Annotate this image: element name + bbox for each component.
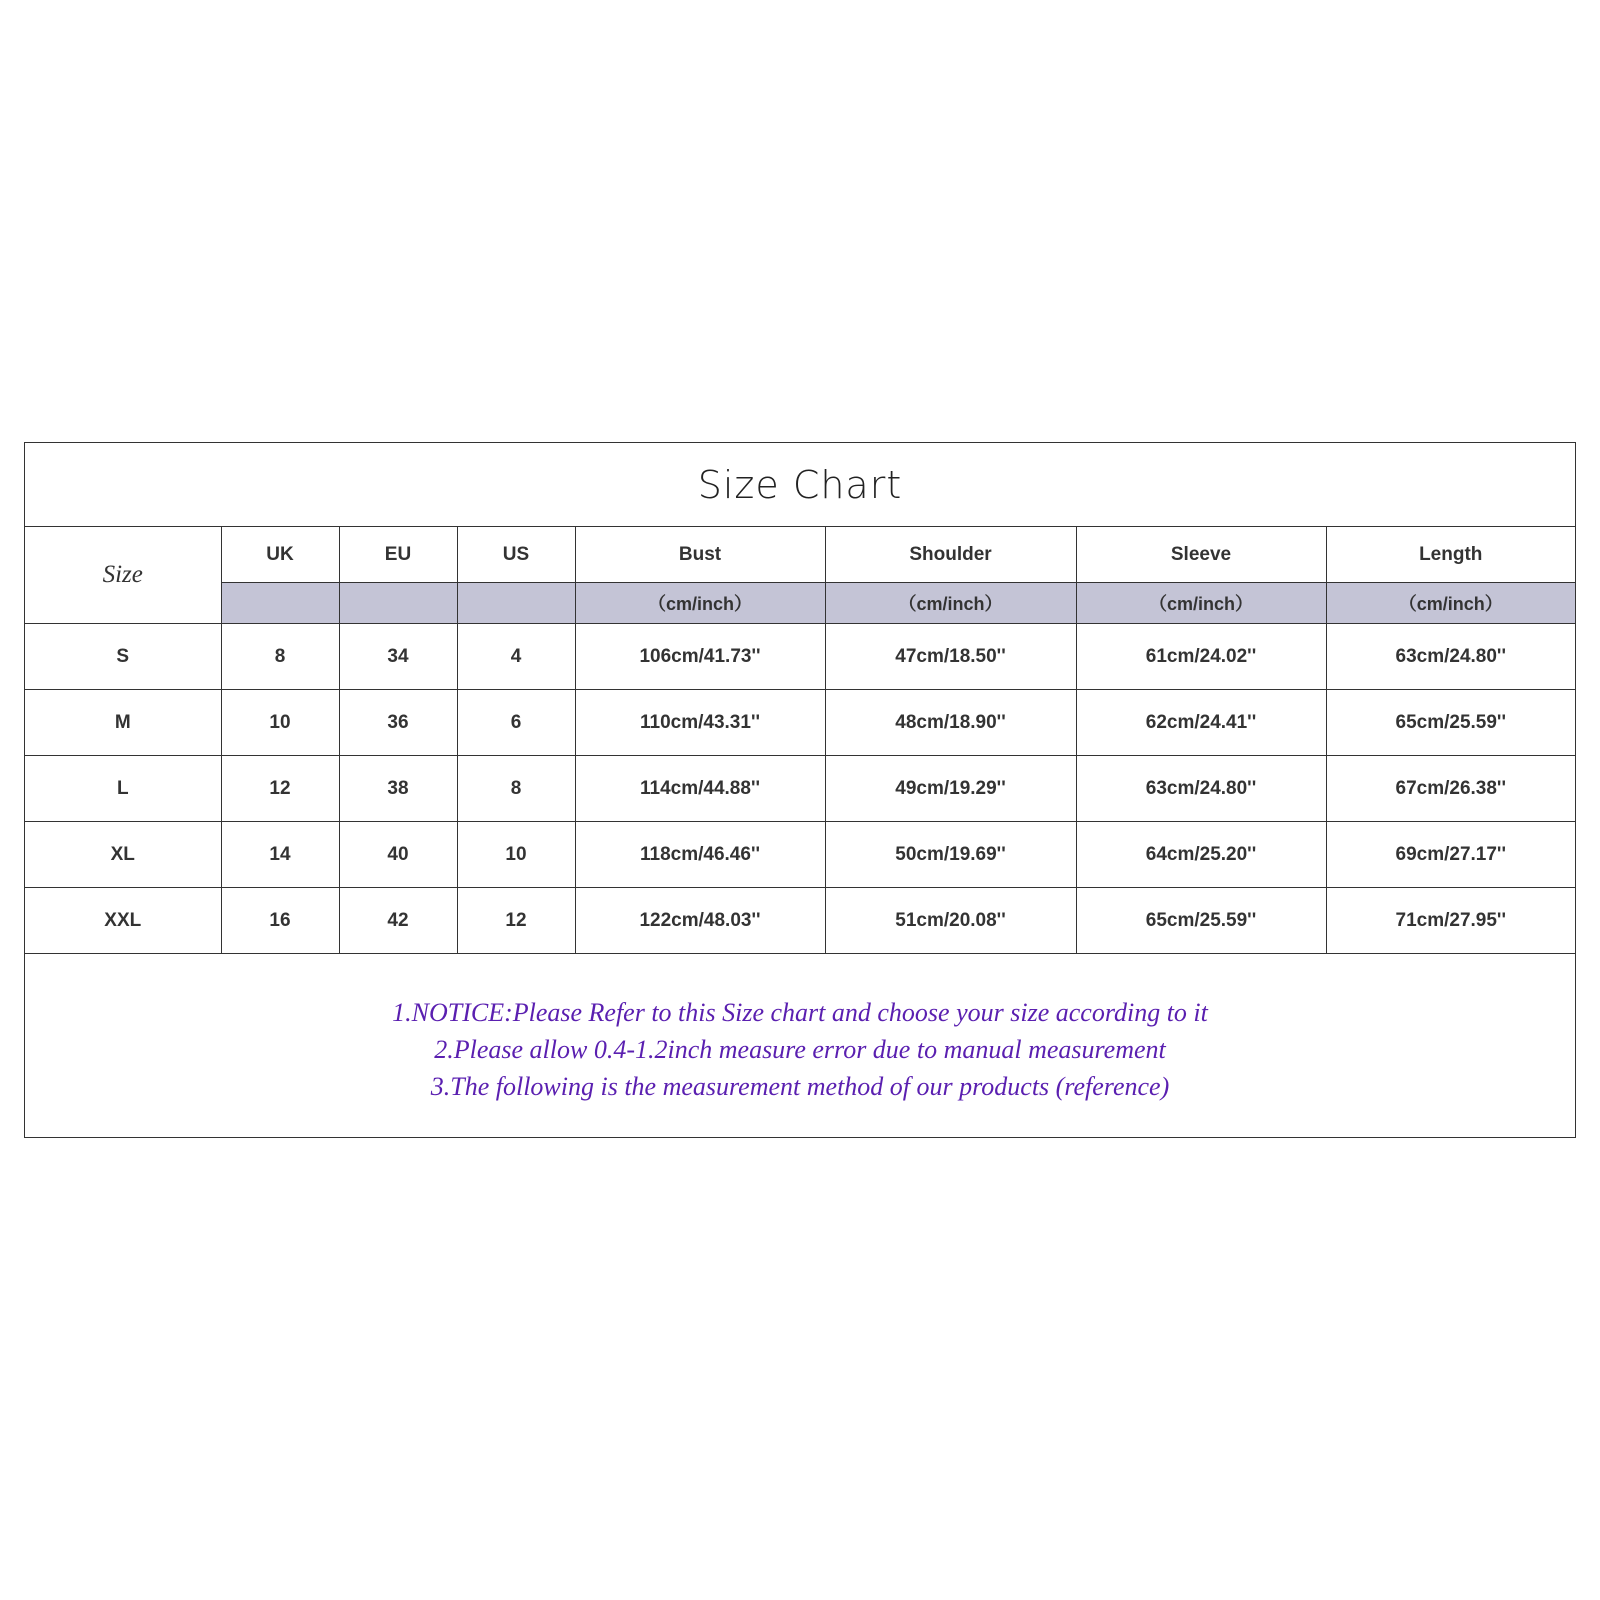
unit-cell bbox=[221, 583, 339, 624]
table-cell: 63cm/24.80'' bbox=[1076, 756, 1326, 822]
table-cell: 8 bbox=[221, 624, 339, 690]
unit-row bbox=[25, 583, 1575, 624]
table-cell: 67cm/26.38'' bbox=[1326, 756, 1575, 822]
table-row bbox=[25, 690, 1575, 756]
header-size: Size bbox=[25, 527, 221, 624]
header-length: Length bbox=[1326, 527, 1575, 583]
chart-title: Size Chart bbox=[25, 443, 1575, 527]
header-sleeve: Sleeve bbox=[1076, 527, 1326, 583]
header-bust: Bust bbox=[575, 527, 825, 583]
table-cell: 49cm/19.29'' bbox=[825, 756, 1076, 822]
header-us: US bbox=[457, 527, 575, 583]
table-row bbox=[25, 624, 1575, 690]
table-cell: 16 bbox=[221, 888, 339, 954]
table-cell: 122cm/48.03'' bbox=[575, 888, 825, 954]
table-cell: XL bbox=[25, 822, 221, 888]
table-cell: 6 bbox=[457, 690, 575, 756]
table-cell: 50cm/19.69'' bbox=[825, 822, 1076, 888]
table-cell: 12 bbox=[221, 756, 339, 822]
note-1: 1.NOTICE:Please Refer to this Size chart and choose your size according to it bbox=[392, 998, 1208, 1027]
table-cell: 65cm/25.59'' bbox=[1326, 690, 1575, 756]
header-eu: EU bbox=[339, 527, 457, 583]
unit-cell: （cm/inch） bbox=[1326, 583, 1575, 624]
unit-cell bbox=[339, 583, 457, 624]
unit-cell: （cm/inch） bbox=[1076, 583, 1326, 624]
table-cell: 47cm/18.50'' bbox=[825, 624, 1076, 690]
table-cell: 10 bbox=[457, 822, 575, 888]
header-uk: UK bbox=[221, 527, 339, 583]
table-row bbox=[25, 822, 1575, 888]
size-chart bbox=[24, 442, 1576, 1138]
note-3: 3.The following is the measurement method of our products (reference) bbox=[430, 1072, 1170, 1101]
table-cell: 4 bbox=[457, 624, 575, 690]
size-table bbox=[25, 527, 1575, 954]
table-cell: 10 bbox=[221, 690, 339, 756]
table-cell: 118cm/46.46'' bbox=[575, 822, 825, 888]
unit-cell bbox=[457, 583, 575, 624]
table-cell: 34 bbox=[339, 624, 457, 690]
table-row bbox=[25, 888, 1575, 954]
table-cell: 106cm/41.73'' bbox=[575, 624, 825, 690]
table-cell: 114cm/44.88'' bbox=[575, 756, 825, 822]
header-row bbox=[25, 527, 1575, 583]
table-cell: XXL bbox=[25, 888, 221, 954]
table-cell: 110cm/43.31'' bbox=[575, 690, 825, 756]
table-cell: 38 bbox=[339, 756, 457, 822]
unit-cell: （cm/inch） bbox=[575, 583, 825, 624]
table-cell: 42 bbox=[339, 888, 457, 954]
table-cell: 63cm/24.80'' bbox=[1326, 624, 1575, 690]
table-cell: 12 bbox=[457, 888, 575, 954]
table-cell: M bbox=[25, 690, 221, 756]
table-cell: 71cm/27.95'' bbox=[1326, 888, 1575, 954]
notes bbox=[25, 954, 1575, 1105]
table-cell: 40 bbox=[339, 822, 457, 888]
note-2: 2.Please allow 0.4-1.2inch measure error due to manual measurement bbox=[434, 1035, 1166, 1064]
table-cell: 62cm/24.41'' bbox=[1076, 690, 1326, 756]
table-cell: 36 bbox=[339, 690, 457, 756]
table-cell: 8 bbox=[457, 756, 575, 822]
table-cell: 65cm/25.59'' bbox=[1076, 888, 1326, 954]
table-cell: 61cm/24.02'' bbox=[1076, 624, 1326, 690]
table-cell: 69cm/27.17'' bbox=[1326, 822, 1575, 888]
table-cell: 51cm/20.08'' bbox=[825, 888, 1076, 954]
unit-cell: （cm/inch） bbox=[825, 583, 1076, 624]
table-cell: 14 bbox=[221, 822, 339, 888]
table-cell: 48cm/18.90'' bbox=[825, 690, 1076, 756]
table-row bbox=[25, 756, 1575, 822]
table-cell: L bbox=[25, 756, 221, 822]
header-shoulder: Shoulder bbox=[825, 527, 1076, 583]
table-cell: 64cm/25.20'' bbox=[1076, 822, 1326, 888]
table-cell: S bbox=[25, 624, 221, 690]
